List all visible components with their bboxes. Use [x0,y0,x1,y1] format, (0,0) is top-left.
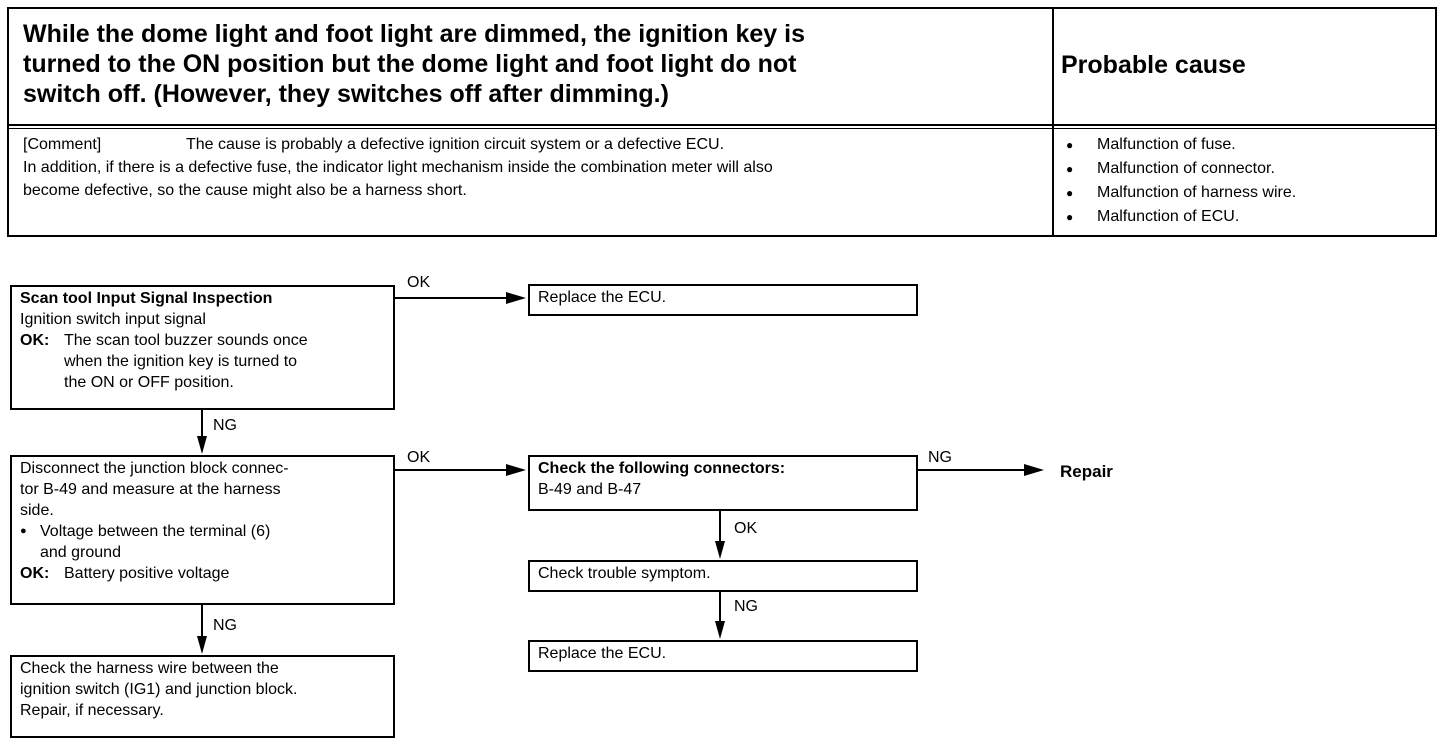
box-text: ● Voltage between the terminal (6) [40,523,271,540]
check-harness-wire-box [10,655,395,738]
scan-tool-inspection-box [10,285,395,410]
arrowhead [197,436,207,454]
junction-block-check-box [10,455,395,605]
symptom-line: switch off. (However, they switches off after dimming.) [23,80,669,108]
box-text: tor B-49 and measure at the harness [20,481,281,498]
box-text: Replace the ECU. [538,645,667,662]
comment-line: In addition, if there is a defective fuse, the indicator light mechanism inside the combination meter will also [23,159,773,176]
replace-ecu-box [528,640,918,672]
arrowhead [715,541,725,559]
comment-line: become defective, so the cause might also be a harness short. [23,182,467,199]
cause-item: ● Malfunction of connector. [1064,157,1296,181]
box-text: ignition switch (IG1) and junction block. [20,681,298,698]
cause-item: ● Malfunction of fuse. [1064,133,1296,157]
cause-item: ● Malfunction of harness wire. [1064,181,1296,205]
arrowhead [197,636,207,654]
box-text: Check the harness wire between the [20,660,279,677]
box-text: Battery positive voltage [64,565,230,582]
comment-tag: [Comment] [23,136,102,153]
ok-key: OK: [20,332,50,349]
box-text: Ignition switch input signal [20,311,206,328]
box-text: and ground [40,544,121,561]
check-connectors-box [528,455,918,511]
box-text: Check trouble symptom. [538,565,711,582]
cause-item: ● Malfunction of ECU. [1064,205,1296,229]
arrowhead [506,464,526,476]
box-text: B-49 and B-47 [538,481,642,498]
box-text: the ON or OFF position. [64,374,234,391]
check-trouble-symptom-box [528,560,918,592]
ok-key: OK: [20,565,50,582]
label-ng: NG [928,449,952,466]
label-ng: NG [734,598,758,615]
arrowhead [1024,464,1044,476]
bullet-item [20,521,385,563]
box-text: The scan tool buzzer sounds once [64,332,308,349]
box-text: side. [20,502,54,519]
label-ng: NG [213,417,237,434]
arrowhead [715,621,725,639]
label-ok: OK [734,520,758,537]
probable-cause-title: Probable cause [1061,51,1246,79]
label-ok: OK [407,449,431,466]
box-text: when the ignition key is turned to [64,353,298,370]
label-ng: NG [213,617,237,634]
comment-line: The cause is probably a defective ignition circuit system or a defective ECU. [186,136,725,153]
box-text: Disconnect the junction block connec- [20,460,289,477]
repair-label: Repair [1060,462,1113,481]
label-ok: OK [407,274,431,291]
box-title: Check the following connectors: [538,460,786,477]
box-text: Repair, if necessary. [20,702,164,719]
arrowhead [506,292,526,304]
symptom-line: While the dome light and foot light are dimmed, the ignition key is [23,20,805,48]
replace-ecu-box [528,284,918,316]
box-text: Replace the ECU. [538,289,667,306]
box-title: Scan tool Input Signal Inspection [20,290,273,307]
symptom-line: turned to the ON position but the dome light and foot light do not [23,50,797,78]
